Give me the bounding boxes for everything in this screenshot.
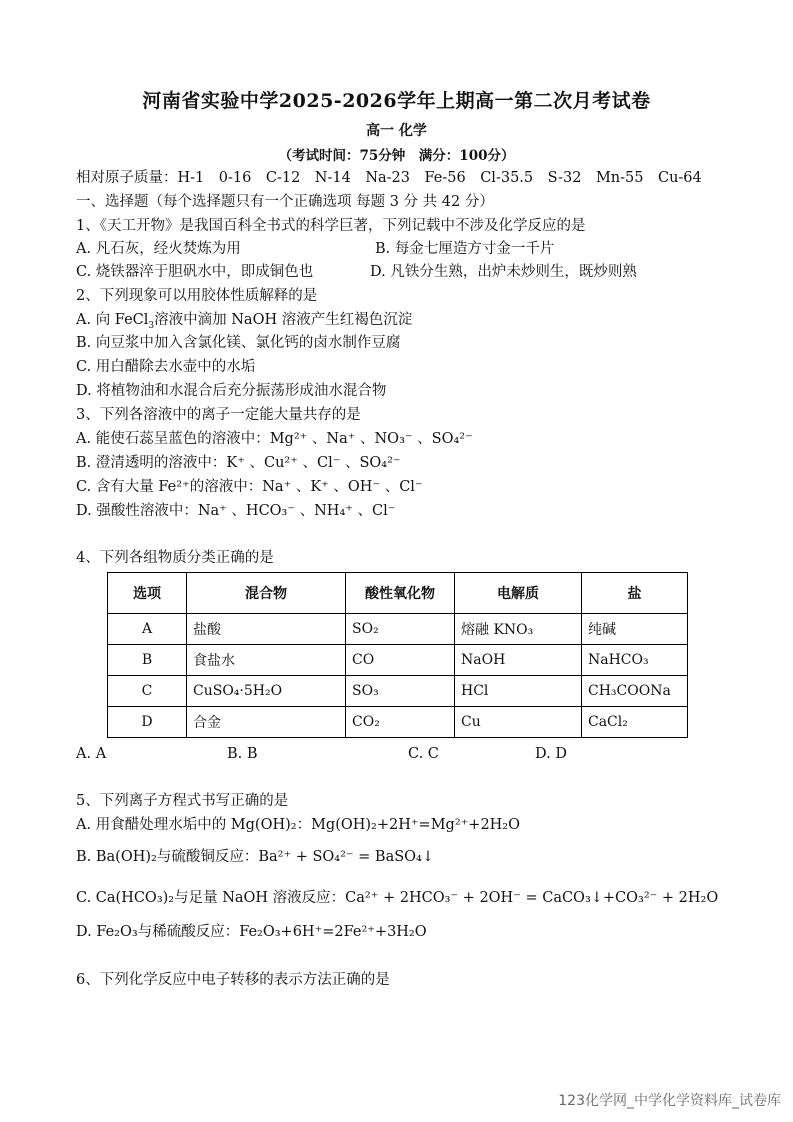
q3-option-c: C. 含有大量 Fe²⁺的溶液中：Na⁺ 、K⁺ 、OH⁻ 、Cl⁻ (76, 479, 423, 495)
q2-option-a-pre: A. 向 FeCl (76, 312, 149, 328)
q4-answer-d: D. D (535, 746, 567, 762)
q1-stem: 1、《天工开物》是我国百科全书式的科学巨著，下列记载中不涉及化学反应的是 (76, 218, 586, 234)
q2-option-a (76, 310, 412, 336)
q2-option-c: C. 用白醋除去水壶中的水垢 (76, 359, 256, 375)
q3-stem: 3、下列各溶液中的离子一定能大量共存的是 (76, 407, 361, 423)
table-cell: 纯碱 (582, 614, 688, 645)
q2-stem: 2、下列现象可以用胶体性质解释的是 (76, 288, 318, 304)
table-cell: NaOH (455, 645, 582, 676)
table-cell: C (108, 676, 187, 707)
classification-table (107, 572, 688, 738)
table-row (108, 645, 688, 676)
section-heading: 一、选择题（每个选择题只有一个正确选项 每题 3 分 共 42 分） (76, 194, 494, 210)
q5-option-a: A. 用食醋处理水垢中的 Mg(OH)₂：Mg(OH)₂+2H⁺=Mg²⁺+2H₂O (76, 817, 521, 833)
exam-title: 河南省实验中学2025-2026学年上期高一第二次月考试卷 (142, 90, 651, 112)
table-header-cell: 选项 (108, 573, 187, 614)
q2-option-b: B. 向豆浆中加入含氯化镁、氯化钙的卤水制作豆腐 (76, 335, 401, 351)
q3-option-b: B. 澄清透明的溶液中：K⁺ 、Cu²⁺ 、Cl⁻ 、SO₄²⁻ (76, 455, 401, 471)
table-cell: 盐酸 (187, 614, 346, 645)
q4-answer-c: C. C (408, 746, 439, 762)
table-cell: CaCl₂ (582, 707, 688, 738)
table-cell: 食盐水 (187, 645, 346, 676)
table-header-cell: 混合物 (187, 573, 346, 614)
q4-answer-a: A. A (76, 746, 107, 762)
q2-option-a-sub: 3 (148, 320, 155, 331)
table-cell: CO₂ (346, 707, 455, 738)
q5-option-d: D. Fe₂O₃与稀硫酸反应：Fe₂O₃+6H⁺=2Fe²⁺+3H₂O (76, 924, 427, 940)
table-header-cell: 电解质 (455, 573, 582, 614)
table-cell: HCl (455, 676, 582, 707)
exam-time: （考试时间：75分钟 满分：100分） (278, 148, 515, 164)
table-header-cell: 酸性氧化物 (346, 573, 455, 614)
table-cell: Cu (455, 707, 582, 738)
table-cell: D (108, 707, 187, 738)
q1-option-d: D. 凡铁分生熟，出炉未炒则生，既炒则熟 (370, 264, 637, 280)
table-cell: B (108, 645, 187, 676)
exam-subtitle: 高一 化学 (366, 123, 427, 139)
q5-option-b: B. Ba(OH)₂与硫酸铜反应：Ba²⁺ + SO₄²⁻ = BaSO₄↓ (76, 849, 435, 865)
table-row (108, 614, 688, 645)
q1-option-a: A. 凡石灰，经火焚炼为用 (76, 241, 241, 257)
table-row (108, 707, 688, 738)
q5-option-c: C. Ca(HCO₃)₂与足量 NaOH 溶液反应：Ca²⁺ + 2HCO₃⁻ + 2OH⁻ = CaCO₃↓+CO₃²⁻ + 2H₂O (76, 890, 719, 906)
table-cell: SO₃ (346, 676, 455, 707)
table-cell: A (108, 614, 187, 645)
atomic-mass-line: 相对原子质量：H-1 0-16 C-12 N-14 Na-23 Fe-56 Cl-35.5 S-32 Mn-55 Cu-64 (76, 170, 702, 186)
q5-stem: 5、下列离子方程式书写正确的是 (76, 793, 289, 809)
table-cell: CuSO₄·5H₂O (187, 676, 346, 707)
table-cell: NaHCO₃ (582, 645, 688, 676)
q6-stem: 6、下列化学反应中电子转移的表示方法正确的是 (76, 972, 390, 988)
table-cell: CO (346, 645, 455, 676)
q4-answer-b: B. B (227, 746, 258, 762)
table-row (108, 676, 688, 707)
q2-option-d: D. 将植物油和水混合后充分振荡形成油水混合物 (76, 383, 387, 399)
table-cell: 合金 (187, 707, 346, 738)
q3-option-d: D. 强酸性溶液中：Na⁺ 、HCO₃⁻ 、NH₄⁺ 、Cl⁻ (76, 503, 396, 519)
q1-option-b: B. 每金七厘造方寸金一千片 (375, 241, 555, 257)
watermark-footer: 123化学网_中学化学资料库_试卷库 (558, 1093, 781, 1109)
table-cell: 熔融 KNO₃ (455, 614, 582, 645)
q3-option-a: A. 能使石蕊呈蓝色的溶液中：Mg²⁺ 、Na⁺ 、NO₃⁻ 、SO₄²⁻ (76, 431, 473, 447)
table-cell: SO₂ (346, 614, 455, 645)
table-cell: CH₃COONa (582, 676, 688, 707)
table-header-cell: 盐 (582, 573, 688, 614)
q4-stem: 4、下列各组物质分类正确的是 (76, 550, 274, 566)
q2-option-a-post: 溶液中滴加 NaOH 溶液产生红褐色沉淀 (154, 312, 413, 328)
q1-option-c: C. 烧铁器淬于胆矾水中，即成铜色也 (76, 264, 314, 280)
table-header-row (108, 573, 688, 614)
